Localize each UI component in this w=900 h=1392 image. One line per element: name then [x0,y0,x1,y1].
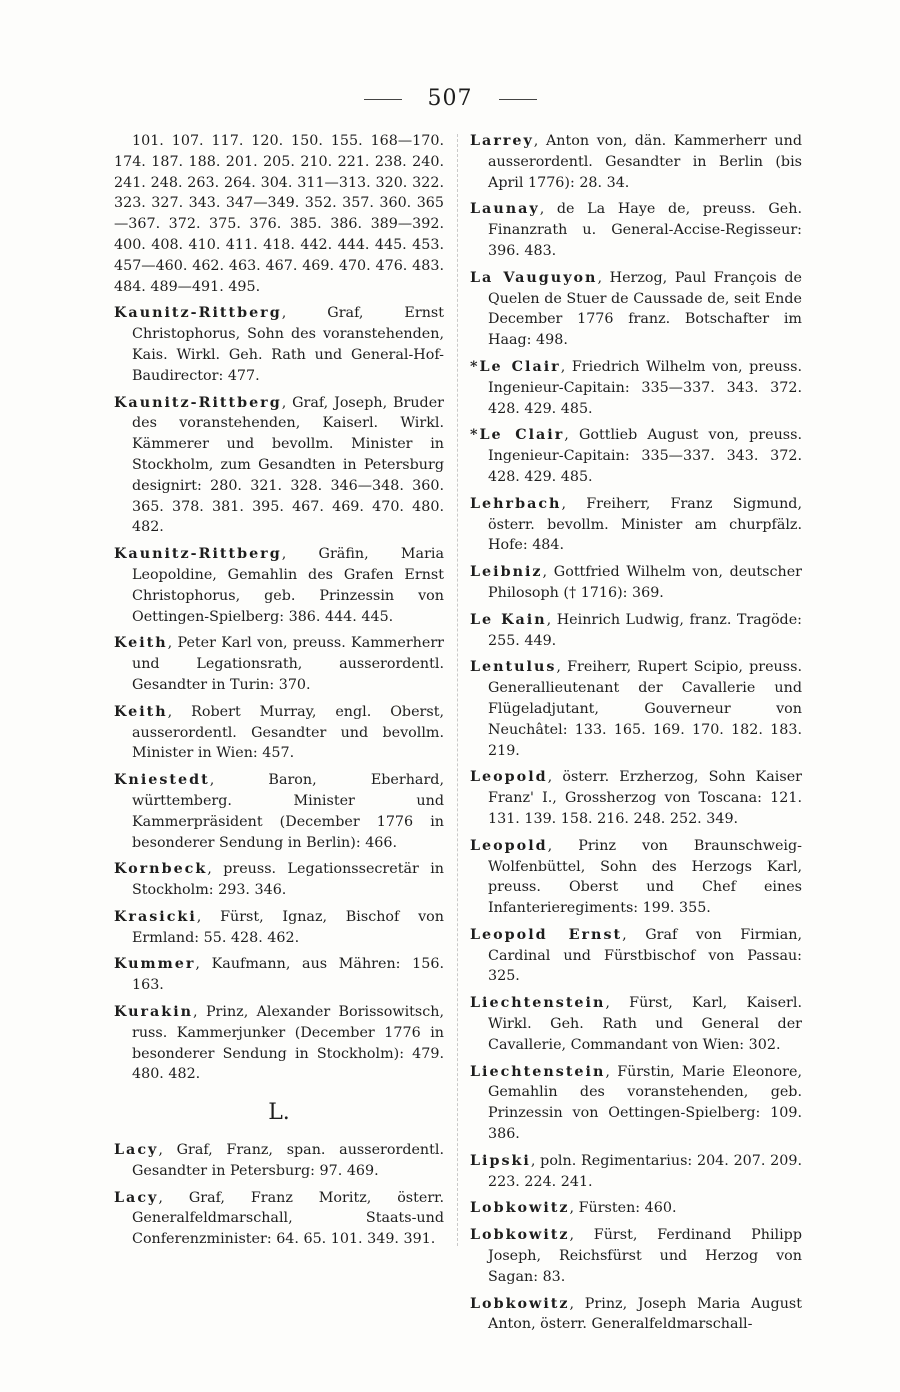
entry-text: , Herzog, Paul François de Quelen de Stuer de Caussade de, seit Ende December 1776 franz. Botschafter im Haag: 498. [488,269,802,349]
entry-name: Lentulus [470,659,557,676]
header-rule-right [499,99,537,100]
entry-text: , Baron, Eberhard, württemberg. Minister und Kammerpräsident (December 1776 in besonderer Sendung in Berlin): 466. [132,772,444,851]
index-entry [470,562,802,604]
column-divider [457,134,458,1246]
entry-name: *Le Clair [470,358,561,375]
entry-name: Lobkowitz [470,1295,570,1312]
entry-text: , preuss. Legationssecretär in Stockholm: 293. 346. [132,861,444,899]
entry-name: Larrey [470,133,534,149]
entry-name: Liechtenstein [470,995,606,1012]
index-entry [470,925,802,987]
index-entry [470,1062,802,1145]
entry-text: , Robert Murray, engl. Oberst, ausserordentl. Gesandter und bevollm. Minister in Wien: 457. [132,703,444,762]
page-header [0,86,900,111]
entry-text: , de La Haye de, preuss. Geh. Finanzrath u. General-Accise-Regisseur: 396. 483. [488,201,802,259]
index-entry [470,610,802,652]
entry-text: , Heinrich Ludwig, franz. Tragöde: 255. 449. [488,611,802,649]
entry-name: Kaunitz-Rittberg [114,305,282,322]
entry-name: La Vauguyon [470,269,598,286]
index-entry [470,1225,802,1287]
right-column [470,131,802,1341]
entry-text: , Anton von, dän. Kammerherr und ausserordentl. Gesandter in Berlin (bis April 1776): 28. 34. [488,133,802,191]
index-entry [114,1140,444,1182]
entry-name: Lacy [114,1189,159,1206]
index-entry [114,633,444,695]
entry-name: Le Kain [470,611,547,628]
index-entry [114,954,444,996]
entry-text: , Fürstin, Marie Eleonore, Gemahlin des voranstehenden, geb. Prinzessin von Oettingen-Spielberg: 109. 386. [488,1063,802,1143]
entry-text: , Friedrich Wilhelm von, preuss. Ingenieur-Capitain: 335—337. 343. 372. 428. 429. 485. [488,358,802,417]
entry-name: Lipski [470,1152,531,1169]
index-entry [470,357,802,419]
continuation-text: 101. 107. 117. 120. 150. 155. 168—170. 174. 187. 188. 201. 205. 210. 221. 238. 240. 241. 248. 263. 264. 304. 311—313. 320. 322. 323. 327. 343. 347—349. 352. 357. 360. 365—367. 372. 375. 376. 385. 386. 389—392. 400. 408. 410. 411. 418. 442. 444. 445. 453. 457—460. 462. 463. 467. 469. 470. 476. 483. 484. 489—491. 495. [114,133,444,295]
index-entry [470,1198,802,1219]
index-entry [470,268,802,351]
entry-name: Leopold [470,837,548,854]
index-entry [114,1188,444,1250]
index-entry [114,303,444,386]
index-entry [114,702,444,764]
entry-name: Leopold Ernst [470,926,623,943]
index-entry [470,657,802,761]
entry-text: , Peter Karl von, preuss. Kammerherr und Legationsrath, ausserordentl. Gesandter in Turin: 370. [132,635,444,693]
index-entry [114,544,444,627]
entry-name: Kornbeck [114,861,208,878]
entry-name: Kurakin [114,1004,194,1021]
entry-name: Kaunitz-Rittberg [114,546,282,563]
index-entry [470,993,802,1055]
right-entries [470,131,802,1335]
entry-name: Keith [114,703,168,720]
entry-name: Kniestedt [114,772,210,789]
index-entry [470,494,802,556]
entry-text: , Gottfried Wilhelm von, deutscher Philosoph († 1716): 369. [488,564,802,601]
left-entries [114,303,444,1085]
entry-text: , Freiherr, Franz Sigmund, österr. bevollm. Minister am churpfälz. Hofe: 484. [488,495,802,554]
entry-text: , österr. Erzherzog, Sohn Kaiser Franz' I., Grossherzog von Toscana: 121. 131. 139. 158. 216. 248. 252. 349. [488,769,802,827]
entry-text: , Freiherr, Rupert Scipio, preuss. Generallieutenant der Cavallerie und Flügeladjutant, Gouverneur von Neuchâtel: 133. 165. 169. 170. 182. 183. 219. [488,659,802,759]
index-entry [470,131,802,193]
header-rule-left [364,99,402,100]
entry-name: Lehrbach [470,495,562,512]
entry-text: , Graf, Franz Moritz, österr. Generalfeldmarschall, Staats-und Conferenzminister: 64. 65. 101. 349. 391. [132,1189,444,1248]
entry-text: , Graf, Franz, span. ausserordentl. Gesandter in Petersburg: 97. 469. [132,1142,444,1179]
index-entry [470,1151,802,1193]
entry-text: , poln. Regimentarius: 204. 207. 209. 223. 224. 241. [488,1152,802,1190]
index-entry [470,199,802,261]
entry-name: Lacy [114,1142,159,1159]
section-letter: L. [268,1100,290,1126]
entry-text: , Prinz, Joseph Maria August Anton, österr. Generalfeldmarschall- [488,1295,802,1333]
index-entry [470,836,802,919]
entry-text: , Prinz von Braunschweig-Wolfenbüttel, Sohn des Herzogs Karl, preuss. Oberst und Chef eines Infanterieregiments: 199. 355. [488,837,802,917]
page-number: 507 [427,86,473,111]
index-entry [114,770,444,853]
entry-name: Launay [470,201,540,218]
index-entry [114,859,444,901]
left-entries-after [114,1140,444,1250]
entry-text: , Graf von Firmian, Cardinal und Fürstbischof von Passau: 325. [488,926,802,985]
entry-name: Kummer [114,956,196,973]
entry-name: Lobkowitz [470,1200,570,1217]
index-entry [114,907,444,949]
index-entry [470,767,802,829]
left-column [114,131,444,1256]
entry-text: , Fürst, Ferdinand Philipp Joseph, Reichsfürst und Herzog von Sagan: 83. [488,1227,802,1285]
entry-text: , Fürst, Ignaz, Bischof von Ermland: 55. 428. 462. [132,908,444,946]
entry-text: , Kaufmann, aus Mähren: 156. 163. [132,956,444,994]
entry-name: Lobkowitz [470,1227,570,1244]
entry-name: Liechtenstein [470,1063,606,1080]
entry-text: , Gottlieb August von, preuss. Ingenieur-Capitain: 335—337. 343. 372. 428. 429. 485. [488,427,802,485]
index-entry [470,1294,802,1336]
entry-text: , Graf, Joseph, Bruder des voranstehenden, Kaiserl. Wirkl. Kämmerer und bevollm. Minister in Stockholm, zum Gesandten in Petersburg designirt: 280. 321. 328. 346—348. 360. 365. 378. 381. 395. 467. 469. 470. 480. 482. [132,394,444,536]
entry-text: , Fürsten: 460. [569,1200,677,1217]
entry-name: Krasicki [114,908,197,925]
entry-text: , Graf, Ernst Christophorus, Sohn des voranstehenden, Kais. Wirkl. Geh. Rath und General-Hof-Baudirector: 477. [132,305,444,384]
entry-text: , Gräfin, Maria Leopoldine, Gemahlin des Grafen Ernst Christophorus, geb. Prinzessin von Oettingen-Spielberg: 386. 444. 445. [132,546,444,625]
index-entry [114,1002,444,1085]
index-entry [470,425,802,487]
entry-name: Leibniz [470,564,543,581]
entry-name: Leopold [470,769,548,786]
entry-name: Kaunitz-Rittberg [114,394,282,411]
entry-text: , Prinz, Alexander Borissowitsch, russ. Kammerjunker (December 1776 in besonderer Sendung in Stockholm): 479. 480. 482. [132,1004,444,1083]
entry-name: Keith [114,635,168,652]
entry-text: , Fürst, Karl, Kaiserl. Wirkl. Geh. Rath und General der Cavallerie, Commandant von Wien: 302. [488,995,802,1053]
index-entry [114,393,444,539]
entry-name: *Le Clair [470,427,565,444]
